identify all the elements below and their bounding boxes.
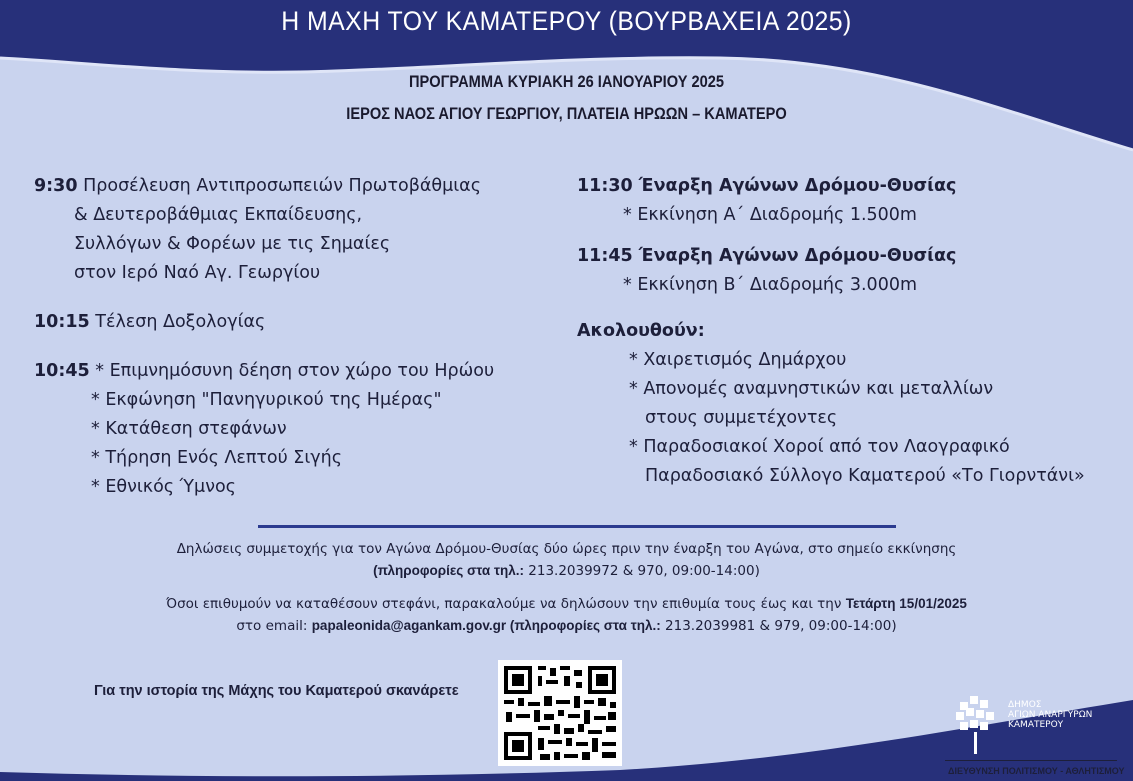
schedule-text: * Εκφώνηση "Πανηγυρικού της Ημέρας" xyxy=(91,390,442,410)
schedule-text: * Χαιρετισμός Δημάρχου xyxy=(629,350,847,370)
schedule-item xyxy=(34,357,554,386)
program-date-line: ΠΡΟΓΡΑΜΜΑ ΚΥΡΙΑΚΗ 26 ΙΑΝΟΥΑΡΙΟΥ 2025 xyxy=(408,72,725,91)
phone-label: (πληροφορίες στα τηλ.: xyxy=(506,618,661,633)
phone-numbers: 213.2039981 & 979, 09:00-14:00) xyxy=(660,618,897,634)
schedule-text: & Δευτεροβάθμιας Εκπαίδευσης, xyxy=(74,205,363,225)
schedule-time: 10:15 xyxy=(34,312,90,332)
schedule-text: στον Ιερό Ναό Αγ. Γεωργίου xyxy=(74,263,321,283)
footer-rule xyxy=(945,760,1117,761)
schedule-item xyxy=(34,172,554,201)
schedule-time: 9:30 xyxy=(34,176,78,196)
logo-line: ΚΑΜΑΤΕΡΟΥ xyxy=(1008,720,1064,730)
logo-line: ΑΓΙΩΝ ΑΝΑΡΓΥΡΩΝ xyxy=(1008,710,1093,720)
schedule-text: * Τήρηση Ενός Λεπτού Σιγής xyxy=(91,448,343,468)
phone-numbers: 213.2039972 & 970, 09:00-14:00) xyxy=(523,563,760,579)
schedule-text: * Εθνικός Ύμνος xyxy=(91,477,236,497)
registration-info: Δηλώσεις συμμετοχής για τον Αγώνα Δρόμου-Θυσίας δύο ώρες πριν την έναρξη του Αγώνα, στο σημείο εκκίνησης xyxy=(176,541,957,557)
schedule-text: Συλλόγων & Φορέων με τις Σημαίες xyxy=(74,234,391,254)
email-info xyxy=(0,618,1133,634)
race-heading: 11:45 Έναρξη Αγώνων Δρόμου-Θυσίας xyxy=(577,246,957,266)
schedule-text: Προσέλευση Αντιπροσωπειών Πρωτοβάθμιας xyxy=(83,176,481,196)
page-title: Η ΜΑΧΗ ΤΟΥ ΚΑΜΑΤΕΡΟΥ (ΒΟΥΡΒΑΧΕΙΑ 2025) xyxy=(281,6,852,36)
schedule-text: Παραδοσιακό Σύλλογο Καματερού «Το Γιορντάνι» xyxy=(645,466,1085,486)
qr-caption: Για την ιστορία της Μάχης του Καματερού σκανάρετε xyxy=(94,683,459,699)
schedule-right-column xyxy=(577,172,1117,491)
email-prefix: στο email: xyxy=(236,618,312,634)
section-divider xyxy=(258,525,896,528)
wreath-deadline: Τετάρτη 15/01/2025 xyxy=(845,596,967,611)
schedule-text: * Εκκίνηση Α΄ Διαδρομής 1.500m xyxy=(623,205,917,225)
wreath-text: Όσοι επιθυμούν να καταθέσουν στεφάνι, παρακαλούμε να δηλώσουν την επιθυμία τους έως και την xyxy=(166,596,846,612)
email-link[interactable]: papaleonida@agankam.gov.gr xyxy=(311,618,507,633)
wreath-info xyxy=(0,596,1133,612)
schedule-text: * Κατάθεση στεφάνων xyxy=(91,419,287,439)
phone-label: (πληροφορίες στα τηλ.: xyxy=(373,563,524,578)
schedule-item xyxy=(34,308,554,337)
schedule-time: 10:45 xyxy=(34,361,90,381)
venue-line: ΙΕΡΟΣ ΝΑΟΣ ΑΓΙΟΥ ΓΕΩΡΓΙΟΥ, ΠΛΑΤΕΙΑ ΗΡΩΩΝ – ΚΑΜΑΤΕΡΟ xyxy=(346,104,787,123)
schedule-text: Τέλεση Δοξολογίας xyxy=(95,312,266,332)
following-heading: Ακολουθούν: xyxy=(577,321,705,341)
schedule-left-column xyxy=(34,172,554,502)
schedule-text: * Παραδοσιακοί Χοροί από τον Λαογραφικό xyxy=(629,437,1010,457)
schedule-text: * Απονομές αναμνηστικών και μεταλλίων xyxy=(629,379,994,399)
schedule-text: στους συμμετέχοντες xyxy=(645,408,838,428)
department-label: ΔΙΕΥΘΥΝΣΗ ΠΟΛΙΤΙΣΜΟΥ - ΑΘΛΗΤΙΣΜΟΥ xyxy=(948,766,1125,776)
logo-line: ΔΗΜΟΣ xyxy=(1008,700,1042,710)
schedule-text: * Επιμνημόσυνη δέηση στον χώρο του Ηρώου xyxy=(95,361,495,381)
race-heading: 11:30 Έναρξη Αγώνων Δρόμου-Θυσίας xyxy=(577,176,957,196)
logo-text xyxy=(1008,700,1092,730)
registration-phone xyxy=(0,563,1133,579)
schedule-text: * Εκκίνηση Β΄ Διαδρομής 3.000m xyxy=(623,275,918,295)
